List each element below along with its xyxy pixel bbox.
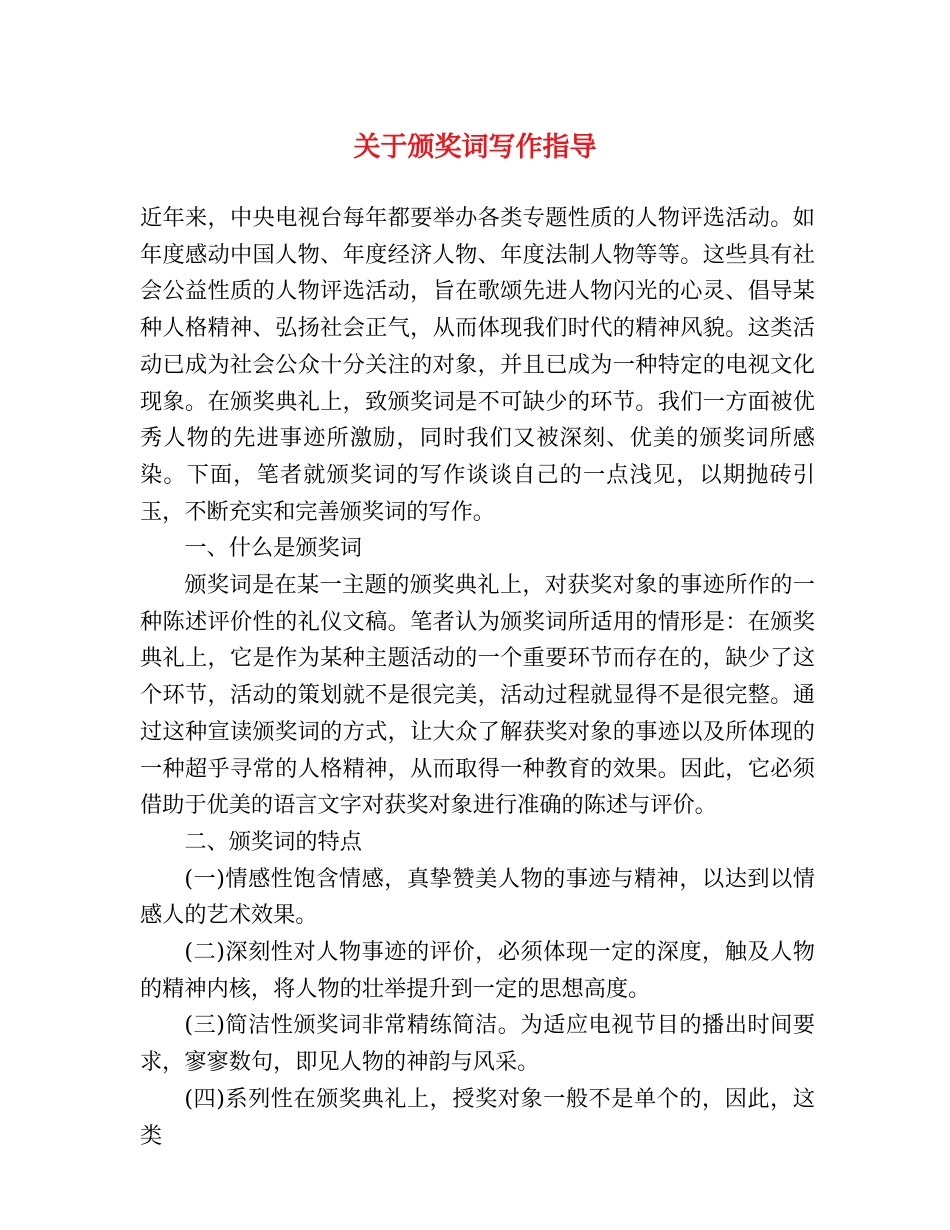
paragraph-series: (四)系列性在颁奖典礼上，授奖对象一般不是单个的，因此，这类 <box>140 1085 815 1149</box>
paragraph-intro: 近年来，中央电视台每年都要举办各类专题性质的人物评选活动。如年度感动中国人物、年度经济人物、年度法制人物等等。这些具有社会公益性质的人物评选活动，旨在歌颂先进人物闪光的心灵、倡导某种人格精神、弘扬社会正气，从而体现我们时代的精神风貌。这类活动已成为社会公众十分关注的对象，并且已成为一种特定的电视文化现象。在颁奖典礼上，致颁奖词是不可缺少的环节。我们一方面被优秀人物的先进事迹所激励，同时我们又被深刻、优美的颁奖词所感染。下面，笔者就颁奖词的写作谈谈自己的一点浅见，以期抛砖引玉，不断充实和完善颁奖词的写作。 <box>140 205 815 525</box>
paragraph-definition: 颁奖词是在某一主题的颁奖典礼上，对获奖对象的事迹所作的一种陈述评价性的礼仪文稿。笔者认为颁奖词所适用的情形是：在颁奖典礼上，它是作为某种主题活动的一个重要环节而存在的，缺少了这个环节，活动的策划就不是很完美，活动过程就显得不是很完整。通过这种宣读颁奖词的方式，让大众了解获奖对象的事迹以及所体现的一种超乎寻常的人格精神，从而取得一种教育的效果。因此，它必须借助于优美的语言文字对获奖对象进行准确的陈述与评价。 <box>140 572 815 819</box>
paragraph-emotional: (一)情感性饱含情感，真挚赞美人物的事迹与精神，以达到以情感人的艺术效果。 <box>140 865 815 929</box>
document-title: 关于颁奖词写作指导 <box>353 132 597 163</box>
document-body <box>140 200 815 1154</box>
paragraph-profound: (二)深刻性对人物事迹的评价，必须体现一定的深度，触及人物的精神内核，将人物的壮举提升到一定的思想高度。 <box>140 939 815 1002</box>
heading-characteristics: 二、颁奖词的特点 <box>184 828 362 855</box>
paragraph-concise: (三)简洁性颁奖词非常精练简洁。为适应电视节目的播出时间要求，寥寥数句，即见人物的神韵与风采。 <box>140 1012 815 1076</box>
heading-what-is-award-speech: 一、什么是颁奖词 <box>184 535 362 562</box>
